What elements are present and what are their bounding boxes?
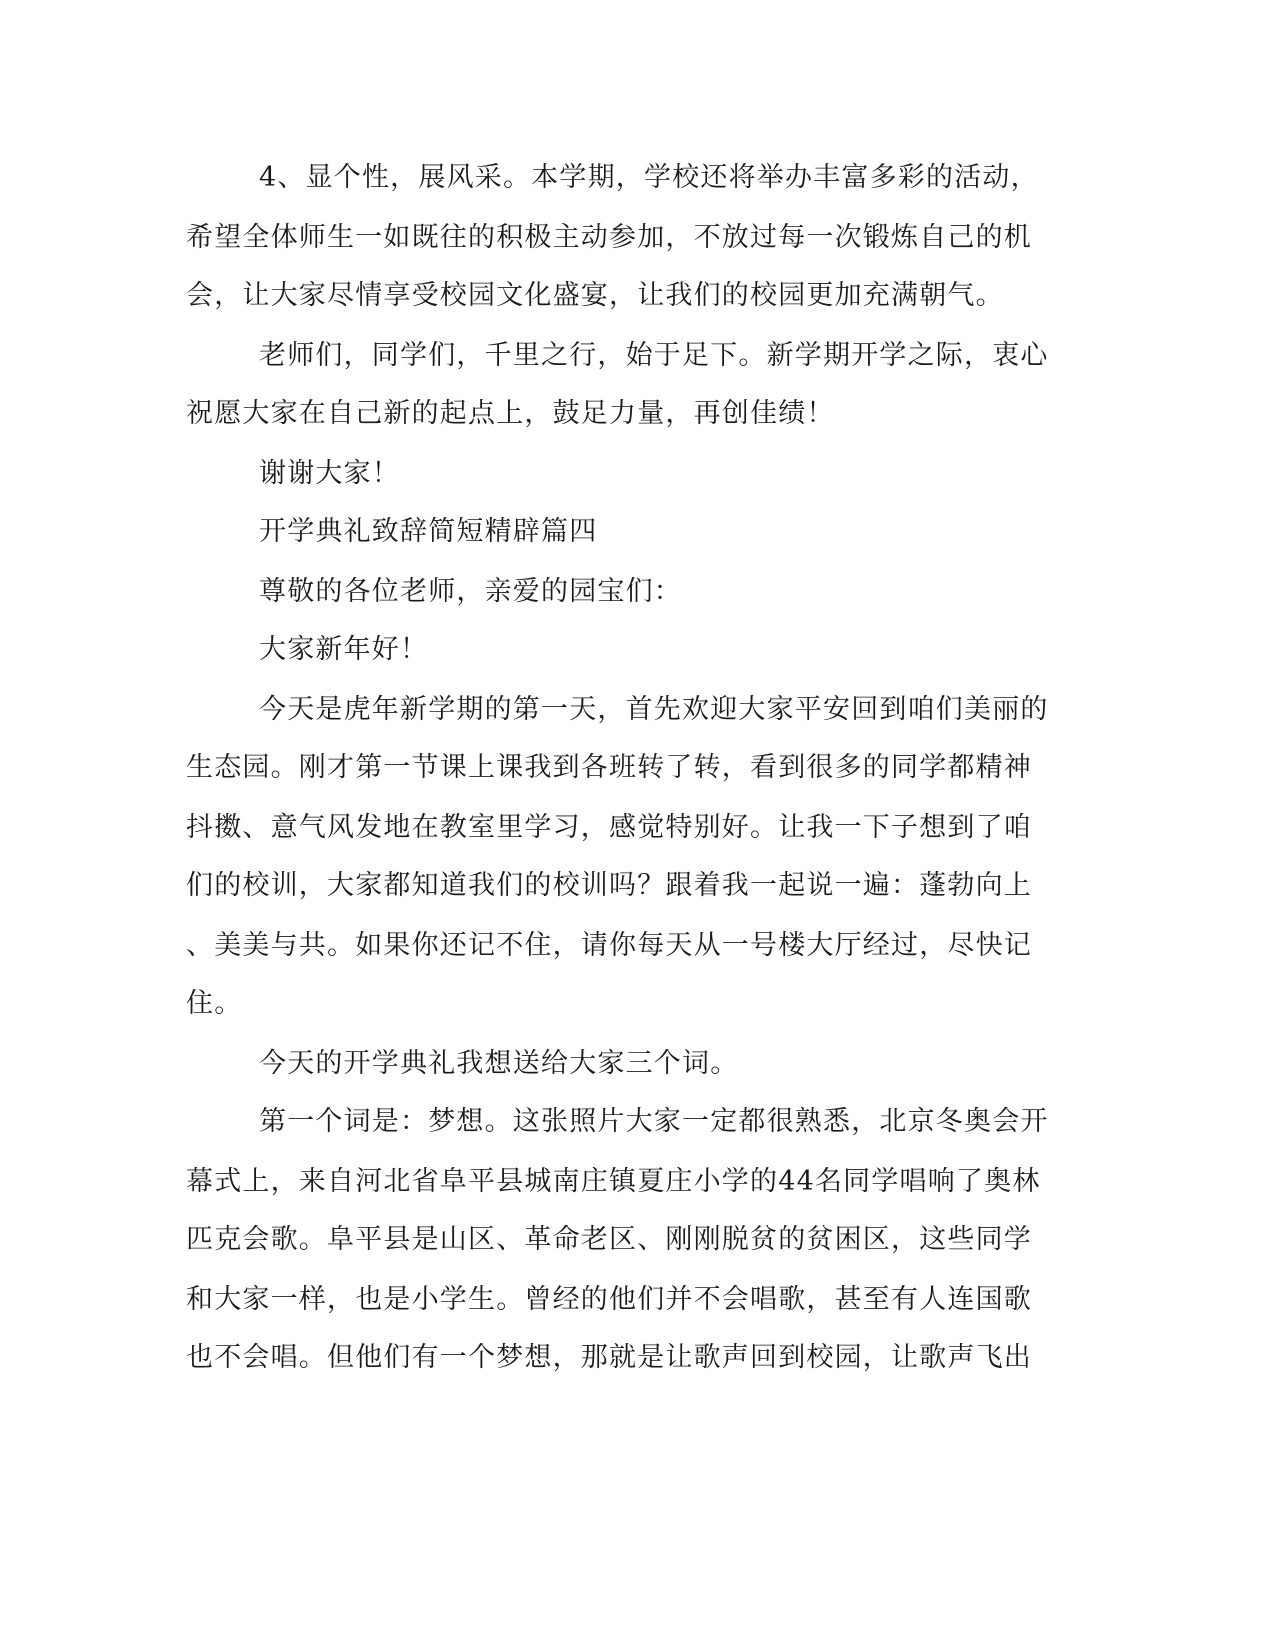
text-line: 匹克会歌。阜平县是山区、革命老区、刚刚脱贫的贫困区，这些同学 [186,1224,1032,1255]
text-line: 生态园。刚才第一节课上课我到各班转了转，看到很多的同学都精神 [186,752,1032,783]
text-line: 抖擞、意气风发地在教室里学习，感觉特别好。让我一下子想到了咱 [186,812,1032,843]
text-line: 幕式上，来自河北省阜平县城南庄镇夏庄小学的44名同学唱响了奥林 [186,1166,1041,1197]
text-line: 今天是虎年新学期的第一天，首先欢迎大家平安回到咱们美丽的 [259,694,1049,725]
text-line: 住。 [186,988,243,1019]
text-line: 会，让大家尽情享受校园文化盛宴，让我们的校园更加充满朝气。 [186,280,1004,311]
text-line: 也不会唱。但他们有一个梦想，那就是让歌声回到校园，让歌声飞出 [186,1342,1032,1373]
text-line: 和大家一样，也是小学生。曾经的他们并不会唱歌，甚至有人连国歌 [186,1284,1032,1315]
text-line: 大家新年好！ [259,634,429,665]
salutation: 尊敬的各位老师，亲爱的园宝们： [259,576,682,607]
text-line: 谢谢大家！ [259,458,400,489]
text-line: 、美美与共。如果你还记不住，请你每天从一号楼大厅经过，尽快记 [186,930,1032,961]
text-line: 希望全体师生一如既往的积极主动参加，不放过每一次锻炼自己的机 [186,222,1032,253]
text-line: 们的校训，大家都知道我们的校训吗？跟着我一起说一遍：蓬勃向上 [186,870,1032,901]
section-heading: 开学典礼致辞简短精辟篇四 [259,516,598,547]
text-line: 4、显个性，展风采。本学期，学校还将举办丰富多彩的活动， [259,162,1039,193]
text-line: 老师们，同学们，千里之行，始于足下。新学期开学之际，衷心 [259,340,1049,371]
text-line: 祝愿大家在自己新的起点上，鼓足力量，再创佳绩！ [186,398,835,429]
text-line: 第一个词是：梦想。这张照片大家一定都很熟悉，北京冬奥会开 [259,1106,1049,1137]
text-line: 今天的开学典礼我想送给大家三个词。 [259,1048,739,1079]
